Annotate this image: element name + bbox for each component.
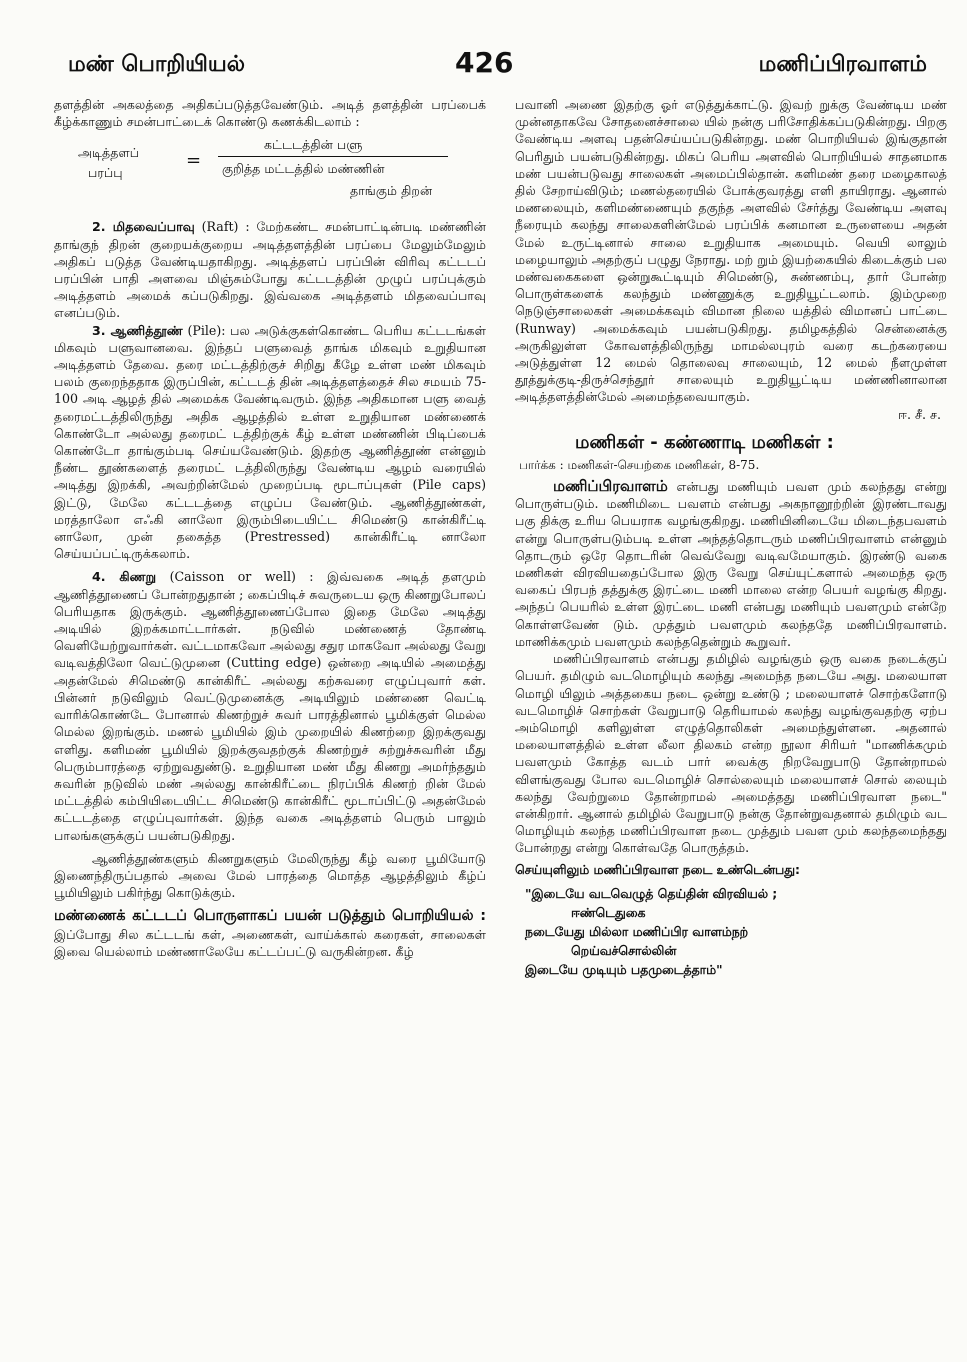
- area-formula: [54, 134, 486, 210]
- entry-text: என்பது மணியும் பவள மும் கலந்தது என்று பொருள்படும். மணிமிடை பவளம் என்பது அகநானூற்றின் இரண்டாவது பகு திக்கு உரிய பெயராக வழங்குகிறது. மணியினிடையே மிடைந்தபவளம் என்று பொருள்படும்படி உள்ள அந்தத்தொடரும் மணிப்பிரவாளம் என்னும் தொடரும் ஒரே தொடரின் வெவ்வேறு வடிவமேயாகும். இரண்டு வகை மணிகள் விரவியதைப்போல இரு வேறு செய்யுட்களால் அமைந்த ஒரு வகைப் பிரபந் தத்துக்கு இரட்டை மணி மாலை என்ற பெயர் வழங்கு கிறது. அந்தப் பெயரில் உள்ள இரட்டை மணி என்பது மணியும் பவளமும் என்றே கொள்ளவேண் டும். முத்தும் பவளமும் கலந்ததே மணிப்பிரவாளம். மாணிக்கமும் பவளமும் கலந்ததென்றும் கூறுவர்.: [515, 479, 947, 649]
- entry-manipravalam: [515, 478, 947, 650]
- fraction-bar: [218, 156, 448, 157]
- section-text: இப்போது சில கட்டடங் கள், அணைகள், வாய்க்கால் கரைகள், சாலைகள் இவை யெல்லாம் மண்ணாலேயே கட்டப்பட்டு வருகின்றன. கீழ்: [54, 926, 486, 959]
- section-heading: மண்ணைக் கட்டடப் பொருளாகப் பயன் படுத்தும் பொறியியல் :: [54, 908, 486, 925]
- section-text: (Caisson or well) : இவ்வகை அடித் தளமும் ஆணித்தூணைப் போன்றதுதான் ; கைப்பிடிச் சுவருடைய ஒரு கிணறுபோலப் பெரியதாக இருக்கும். ஆணித்தூணைப்போல இதை மேலே அடித்து அடியில் இறக்கமாட்டார்கள். நடுவில் மண்ணைத் தோண்டி வெளியேற்றுவார்கள். வட்டமாகவோ அல்லது சதுர மாகவோ அல்லது வேறு வடிவத்திலோ வெட்டுமுனை (Cutting edge) ஒன்றை அடியில் அமைத்து அதன்மேல் சிமெண்டு கான்கிரீட் அல்லது கற்சுவரை எழுப்புவார் கள். பின்னர் நடுவிலும் வெட்டுமுனைக்கு அடியிலும் மண்ணை வெட்டி வாரிக்கொண்டே போனால் கிணற்றுச் சுவர் பாரத்தினால் பூமிக்குள் மெல்ல மெல்ல இறங்கும். மணல் பூமியில் இம் முறையில் கிணற்றை இறக்குவது எளிது. களிமண் பூமியில் இறக்குவதற்குக் கிணற்றுச் சுற்றுச்சுவரின் மீது பெரும்பாரத்தை ஏற்றுவதுண்டு. உறுதியான மண் மீது கிணறு அமர்ந்ததும் சுவரின் நடுவில் மண் அல்லது கான்கிரீட்டை நிரப்பிக் கிணற் றின் மேல் மட்டத்தில் கம்பியிடையிட்ட சிமெண்டு கான்கிரீட் மூடாப்பிட்டு அதன்மேல் கட்டடத்தை எழுப்புவார்கள். இந்த வகை அடித்தளம் பெரும் பாலும் பாலங்களுக்குப் பயன்படுகிறது.: [54, 569, 486, 843]
- formula-equals: =: [186, 150, 202, 172]
- paragraph: பவானி அணை இதற்கு ஓர் எடுத்துக்காட்டு. இவற் றுக்கு வேண்டிய மண் முன்னதாகவே சோதனைச்சாலை யில் நன்கு பரிசோதிக்கப்படுகின்றது. பிறகு வேண்டிய அளவு பதன்செய்யப்படுகின்றது. மண் பொறியியல் இங்குதான் பெரிதும் பயன்படுகின்றது. மிகப் பெரிய அளவில் பொறியியல் சாதனமாக மண் பயன்படுவது சாலைகள் அமைப்பில்தான். களிமண் தரை மழைகாலத் தில் சேறாய்விடும்; மணல்தரையில் போக்குவரத்து எளி தாயிராது. ஆனால் மணலையும், களிமண்ணையும் தகுந்த அளவில் சேர்த்து வேண்டிய அளவு நீரையும் கலந்து சாலைகளின்மேல் பரப்பிக் கனமான உருளையை அதன் மேல் உருட்டினால் சாலை உறுதியாக அமையும். வெயி லாலும் மழையாலும் அதற்குப் பழுது நேராது. மற் றும் இயற்கையில் கிடைக்கும் பல மண்வகைகளை ஒன்றுகூட்டியும் சிமெண்டு, சுண்ணம்பு, தார் போன்ற பொருள்களைக் கலந்தும் மண்ணுக்கு உறுதியூட்டலாம். இம்முறை நெடுஞ்சாலைகள் அமைக்கவும் விமான நிலை யத்தில் விமானப் பாட்டை (Runway) அமைக்கவும் பயன்படுகிறது. தமிழகத்தில் சென்னைக்கு அருகிலுள்ள கோவளத்திலிருந்து மாமல்லபுரம் வரை கடற்கரையை அடுத்துள்ள 12 மைல் தொலைவு சாலையும், 12 மைல் நீளமுள்ள தூத்துக்குடி-திருச்செந்தூர் சாலையும் உறுதியூட்டிய மண்ணினாலான அடித்தளத்தின்மேல் அமைந்தவையாகும்.: [515, 97, 947, 405]
- section-heading: 4. கிணறு: [92, 569, 157, 585]
- right-column: [515, 96, 947, 979]
- verse-line: "இடையே வடவெழுத் தெய்தின் விரவியல் ;: [525, 885, 778, 901]
- cross-reference: பார்க்க : மணிகள்-செயற்கை மணிகள், 8-75.: [519, 457, 760, 472]
- formula-numerator: கட்டடத்தின் பளு: [264, 137, 363, 153]
- section-text: (Raft) : மேற்கண்ட சமன்பாட்டின்படி மண்ணின் தாங்குந் திறன் குறையக்குறைய அடித்தளத்தின் பரப்பை மேலும்மேலும் அதிகப் படுத்த வேண்டியதாகிறது. அடித்தளப் பரப்பின் விரிவு கட்டடப் பரப்பின் பாதி அளவை மிஞ்சும்போது கட்டடத்தின் முழுப் பரப்புக்கும் அடித்தளம் அமைக் கப்படுகிறது. இவ்வகை அடித்தளம் மிதவைப்பாவு எனப்படும்.: [54, 219, 486, 321]
- verse-quote: [515, 884, 947, 979]
- formula-denominator: குறித்த மட்டத்தில் மண்ணின்: [222, 161, 385, 177]
- formula-denominator: தாங்கும் திறன்: [350, 183, 433, 199]
- section-earth-material: [54, 907, 486, 960]
- page-number: 426: [455, 46, 514, 79]
- verse-line: ஈண்டெதுகை: [571, 904, 646, 920]
- verse-line: றெய்வச்சொல்லின்: [571, 942, 677, 958]
- formula-lhs: அடித்தளப்: [78, 145, 140, 161]
- entry-lead-word: மணிப்பிரவாளம்: [553, 477, 668, 496]
- section-raft: [54, 218, 486, 321]
- paragraph: ஆணித்தூண்களும் கிணறுகளும் மேலிருந்து கீழ் வரை பூமியோடு இணைந்திருப்பதால் அவை மேல் பாரத்தை மொத்த ஆழத்திலும் கீழ்ப் பூமியிலும் பகிர்ந்து கொடுக்கும்.: [54, 850, 486, 901]
- section-pile: [54, 322, 486, 563]
- section-heading: 2. மிதவைப்பாவு: [92, 219, 195, 235]
- section-heading: 3. ஆணித்தூண்: [92, 322, 183, 338]
- header-left-title: மண் பொறியியல்: [68, 52, 245, 77]
- paragraph: மணிப்பிரவாளம் என்பது தமிழில் வழங்கும் ஒரு வகை நடைக்குப் பெயர். தமிழும் வடமொழியும் கலந்து அமைந்த நடையே அது. மலையாள மொழி யிலும் அத்தகைய நடை ஒன்று உண்டு ; மலையாளச் சொற்களோடு வடமொழிச் சொற்கள் வேறுபாடு தெரியாமல் கலந்து வழங்குவதற்கு ஏற்ப அம்மொழி களிலுள்ள எழுத்தொலிகள் அமைந்துள்ளன. அதனால் மலையாளத்தில் உள்ள லீலா திலகம் என்ற நூலா சிரியர் "மாணிக்கமும் பவளமும் கோத்த வடம் பார் வைக்கு நிறவேறுபாடு தோன்றாமல் விளங்குவது போல வடமொழிச் சொல்லையும் மலையாளச் சொல் லையும் கலந்து வேற்றுமை தோன்றாமல் அமைத்தது மணிப்பிரவாள நடை" என்கிறார். ஆனால் தமிழில் வேறுபாடு நன்கு தோன்றுவதனால் தமிழும் வட மொழியும் கலந்த மணிப்பிரவாள நடை முத்தும் பவள மும் கலந்தமைந்தது போன்றது என்று கொள்வதே பொருத்தம்.: [515, 651, 947, 856]
- header-right-title: மணிப்பிரவாளம்: [758, 52, 927, 77]
- section-text: (Pile): பல அடுக்குகள்கொண்ட பெரிய கட்டடங்கள் மிகவும் பளுவானவை. இந்தப் பளுவைத் தாங்க மிகவும் உறுதியான அடித்தளம் தேவை. தரை மட்டத்திற்குச் சிறிது கீழே உள்ள மண் மிகவும் பலம் குறைந்ததாக இருப்பின், கட்டடத் தின் அடித்தளத்தைச் சில சமயம் 75-100 அடி ஆழத் தில் அமைக்க வேண்டிவரும். இந்த அதிகமான பளு வைத் தரைமட்டத்திலிருந்து அதிக ஆழத்தில் உள்ள உறுதியான மண்ணைக் கொண்டோ அல்லது தரைமட் டத்திற்குக் கீழ் உள்ள மண்ணின் பிடிப்பைக் கொண்டோ தாங்கும்படி செய்யவேண்டும். இதற்கு ஆணித்தூண் என்னும் நீண்ட தூண்களைத் தரைமட் டத்திலிருந்து வேண்டிய ஆழம் வரையில் அடித்து இறக்கி, அவற்றின்மேல் முறைப்படி மூடாப்புகள் (Pile caps) இட்டு, மேலே கட்டடத்தை எழுப்ப வேண்டும். ஆணித்தூண்கள், மரத்தாலோ எஃகி னாலோ இரும்பிடையிட்ட சிமெண்டு கான்கிரீட்டி னாலோ, முன் தகைத்த (Prestressed) கான்கிரீட்டி னாலோ செய்யப்பட்டிருக்கலாம்.: [54, 322, 486, 562]
- formula-lhs: பரப்பு: [88, 165, 123, 181]
- verse-line: இடையே முடியும் பதமுடைத்தாம்": [525, 961, 723, 977]
- quote-intro: செய்யுளிலும் மணிப்பிரவாள நடை உண்டென்பது:: [515, 861, 800, 877]
- verse-line: நடையேது மில்லா மணிப்பிர வாளம்நற்: [525, 923, 749, 939]
- section-caisson: [54, 568, 486, 843]
- entry-heading: மணிகள் - கண்ணாடி மணிகள் :: [575, 431, 834, 453]
- paragraph: தளத்தின் அகலத்தை அதிகப்படுத்தவேண்டும். அடித் தளத்தின் பரப்பைக் கீழ்க்காணும் சமன்பாட்டைக் கொண்டு கணக்கிடலாம் :: [54, 97, 486, 130]
- running-header: [0, 0, 967, 79]
- left-column: [54, 96, 486, 960]
- author-initials: ஈ. சீ. ச.: [898, 406, 941, 422]
